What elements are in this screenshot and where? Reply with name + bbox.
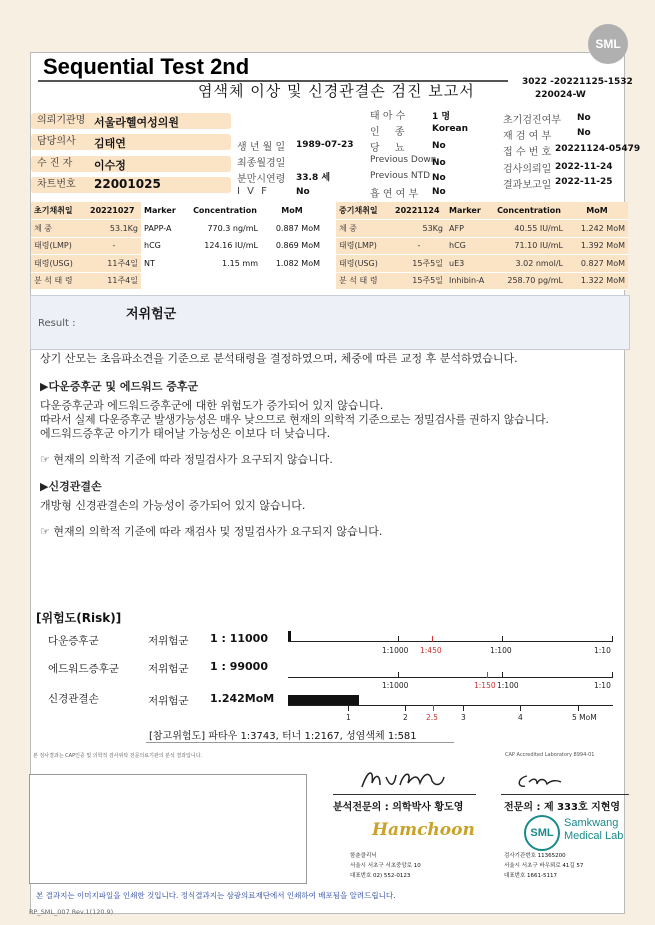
ivf-value: No: [296, 187, 310, 197]
second-date-label: 중기채취일: [336, 202, 392, 220]
risk-tick: [432, 636, 433, 642]
second-trimester-table: [336, 202, 628, 290]
risk-value-edwards: 1 : 99000: [210, 660, 268, 673]
reference-risk: [참고위험도] 파타우 1:3743, 터너 1:2167, 성염색체 1:581: [149, 731, 417, 742]
ivf-label: I V F: [237, 186, 269, 197]
second-row-label: 체 중: [336, 220, 392, 238]
risk-tick: [463, 705, 464, 711]
receipt-value: 20221124-05479: [555, 144, 641, 154]
risk-tick: [502, 636, 503, 642]
ntd-heading: ▶신경관결손: [40, 480, 102, 493]
second-row-marker: Inhibin-A: [446, 272, 492, 290]
first-col-marker: Marker: [141, 202, 189, 220]
sml-name: Samkwang: [564, 817, 619, 829]
second-col-mom: MoM: [566, 202, 628, 220]
result-label: Result :: [38, 318, 76, 329]
down-heading: ▶다운증후군 및 에드워드 증후군: [40, 380, 199, 393]
second-trimester-header: [336, 202, 628, 220]
footer-right-note: CAP Accredited Laboratory 8994-01: [505, 752, 595, 758]
report-date-label: 결과보고일: [503, 180, 552, 191]
fetus-label: 태 아 수: [370, 111, 406, 122]
second-row-value: -: [392, 237, 446, 255]
sml-addr-2: 서울시 서초구 바우뫼로 41길 57: [504, 863, 584, 869]
risk-tick: [405, 705, 406, 711]
second-row-conc: 258.70 pg/mL: [492, 272, 566, 290]
first-row-value: 11주4일: [87, 272, 141, 290]
sml-sub: Medical Lab: [564, 830, 624, 842]
down-paragraph-2: 따라서 실제 다운증후군 발생가능성은 매우 낮으므로 현재의 의학적 기준으로는 정밀검사를 권하지 않습니다.: [40, 413, 549, 426]
risk-scale-label: 1: [346, 713, 351, 722]
down-paragraph-3: 에드워드증후군 아기가 태어날 가능성은 이보다 더 낮습니다.: [40, 427, 331, 440]
age-value: 33.8 세: [296, 173, 331, 183]
retest-label: 재 검 여 부: [503, 131, 552, 142]
first-col-conc: Concentration: [189, 202, 261, 220]
race-label: 인 종: [370, 127, 411, 138]
table-row: [336, 220, 628, 238]
form-code: RP_SML_007 Rev.1(120.9): [29, 908, 114, 916]
second-row-label: 분 석 태 령: [336, 272, 392, 290]
first-date-label: 초기채취일: [31, 202, 87, 220]
first-row-label: 분 석 태 령: [31, 272, 87, 290]
risk-scale-label: 1:100: [490, 646, 512, 655]
second-row-mom: 1.322 MoM: [566, 272, 628, 290]
receipt-label: 접 수 번 호: [503, 147, 552, 158]
risk-tick: [433, 705, 434, 711]
first-row-value: 11주4일: [87, 255, 141, 273]
risk-tick: [612, 672, 613, 678]
second-row-value: 15주5일: [392, 255, 446, 273]
first-row-value: -: [87, 237, 141, 255]
footer-left-note: 본 검사결과는 CAP인증 및 의학적 검사위탁 전문의료기관의 분석 결과입니다.: [33, 753, 203, 759]
report-subtitle: 염색체 이상 및 신경관결손 검진 보고서: [198, 82, 475, 100]
first-row-label: 태령(LMP): [31, 237, 87, 255]
first-row-mom: 0.887 MoM: [261, 220, 323, 238]
print-notice: 본 결과지는 이미지파일을 인쇄한 것입니다. 정식결과지는 삼광의료재단에서 인쇄하여 배포됨을 알려드립니다.: [36, 891, 396, 900]
specialist-signature-icon: [515, 770, 565, 792]
second-row-mom: 1.242 MoM: [566, 220, 628, 238]
risk-tick: [520, 705, 521, 711]
analyst-sign-line: [333, 794, 476, 795]
hamchoon-logo: Hamchoon: [372, 820, 475, 840]
retest-value: No: [577, 128, 591, 138]
risk-scale-label: 5 MoM: [572, 713, 597, 722]
first-row-conc: 124.16 IU/mL: [189, 237, 261, 255]
doctor-label: 담당의사: [31, 134, 231, 150]
table-row: [31, 237, 323, 255]
risk-scale-label: 4: [518, 713, 523, 722]
lmp-label: 최종월경일: [237, 158, 286, 169]
risk-heading: [위험도(Risk)]: [36, 611, 122, 625]
first-trimester-table: [31, 202, 323, 290]
analyst-label: 분석전문의 : 의학박사 황도영: [333, 802, 464, 813]
specialist-label: 전문의 : 제 333호 지현영: [504, 802, 621, 813]
specialist-sign-line: [501, 794, 629, 795]
first-row-conc: 1.15 mm: [189, 255, 261, 273]
risk-tick: [398, 672, 399, 678]
second-row-mom: 1.392 MoM: [566, 237, 628, 255]
dob-value: 1989-07-23: [296, 140, 354, 150]
prev-down-label: Previous Down: [370, 155, 437, 165]
risk-name-down: 다운증후군: [48, 635, 99, 647]
risk-scale-label: 1:450: [420, 646, 442, 655]
doctor-value: 김태연: [94, 137, 126, 150]
first-trimester-header: [31, 202, 323, 220]
risk-scale-label: 1:10: [594, 646, 611, 655]
hamchoon-addr-2: 서울시 서초구 서초중앙로 10: [350, 863, 421, 869]
table-row: [336, 272, 628, 290]
result-box: [30, 295, 630, 350]
race-value: Korean: [432, 124, 469, 134]
smoking-value: No: [432, 187, 446, 197]
institution-label: 의뢰기관명: [31, 113, 231, 129]
risk-tick: [612, 636, 613, 642]
first-date-value: 20221027: [87, 202, 141, 220]
risk-axis-ntd: [288, 705, 613, 706]
risk-scale-label: 2: [403, 713, 408, 722]
down-paragraph-1: 다운증후군과 에드워드증후군에 대한 위험도가 증가되어 있지 않습니다.: [40, 399, 384, 412]
diabetes-value: No: [432, 141, 446, 151]
risk-tick: [487, 672, 488, 678]
result-value: 저위험군: [126, 307, 177, 322]
table-row: [336, 255, 628, 273]
report-title: Sequential Test 2nd: [43, 54, 250, 79]
risk-tick: [398, 636, 399, 642]
first-test-label: 초기검진여부: [503, 115, 561, 126]
chart-label: 차트번호: [31, 177, 231, 193]
prev-down-value: No: [432, 158, 446, 168]
first-col-mom: MoM: [261, 202, 323, 220]
report-date-value: 2022-11-25: [555, 177, 613, 187]
institution-value: 서울라헬여성의원: [94, 116, 180, 129]
second-row-marker: AFP: [446, 220, 492, 238]
sml-footer-logo-icon: SML: [524, 815, 560, 851]
first-row-value: 53.1Kg: [87, 220, 141, 238]
table-row: [31, 272, 323, 290]
second-row-conc: 40.55 IU/mL: [492, 220, 566, 238]
smoking-label: 흡 연 여 부: [370, 189, 419, 200]
risk-group-edwards: 저위험군: [148, 663, 189, 675]
sml-addr-1: 검사기관번호 11365200: [504, 853, 566, 859]
table-row: [31, 220, 323, 238]
second-col-conc: Concentration: [492, 202, 566, 220]
first-row-marker: hCG: [141, 237, 189, 255]
risk-tick: [348, 705, 349, 711]
second-row-conc: 71.10 IU/mL: [492, 237, 566, 255]
prev-ntd-value: No: [432, 173, 446, 183]
first-row-mom: 1.082 MoM: [261, 255, 323, 273]
report-body: [40, 352, 628, 539]
risk-scale-label: 3: [461, 713, 466, 722]
second-row-value: 15주5일: [392, 272, 446, 290]
first-test-value: No: [577, 113, 591, 123]
second-col-marker: Marker: [446, 202, 492, 220]
hamchoon-addr-1: 함춘클리닉: [350, 853, 377, 859]
sml-logo-icon: SML: [588, 24, 628, 64]
diabetes-label: 당 뇨: [370, 143, 411, 154]
second-row-value: 53Kg: [392, 220, 446, 238]
age-label: 분만시연령: [237, 174, 286, 185]
risk-scale-label: 1:1000: [382, 681, 409, 690]
risk-name-edwards: 에드워드증후군: [48, 663, 120, 675]
first-row-conc: 770.3 ng/mL: [189, 220, 261, 238]
down-note: ☞ 현재의 의학적 기준에 따라 정밀검사가 요구되지 않습니다.: [40, 453, 333, 466]
intro-text: 상기 산모는 초음파소견을 기준으로 분석태령을 결정하였으며, 체중에 따른 교정 후 분석하였습니다.: [40, 352, 518, 365]
first-row-conc: [189, 272, 261, 290]
risk-name-ntd: 신경관결손: [48, 693, 99, 705]
prev-ntd-label: Previous NTD: [370, 171, 431, 181]
test-date-value: 2022-11-24: [555, 162, 613, 172]
second-row-label: 태령(LMP): [336, 237, 392, 255]
name-value: 이수정: [94, 159, 126, 172]
second-row-marker: hCG: [446, 237, 492, 255]
risk-tick: [578, 705, 579, 711]
name-label: 수 진 자: [31, 156, 231, 172]
second-row-mom: 0.827 MoM: [566, 255, 628, 273]
first-row-marker: [141, 272, 189, 290]
dob-label: 생 년 월 일: [237, 142, 286, 153]
risk-axis-edwards: [288, 677, 613, 678]
comment-box: [29, 774, 307, 884]
risk-scale-label: 1:100: [497, 681, 519, 690]
fetus-value: 1 명: [432, 112, 451, 122]
report-code-1: 3022 -20221125-1532: [522, 77, 633, 87]
second-row-label: 태령(USG): [336, 255, 392, 273]
report-code-2: 220024-W: [535, 90, 586, 100]
analyst-signature-icon: [358, 765, 448, 793]
second-row-marker: uE3: [446, 255, 492, 273]
ntd-note: ☞ 현재의 의학적 기준에 따라 재검사 및 정밀검사가 요구되지 않습니다.: [40, 525, 383, 538]
risk-group-ntd: 저위험군: [148, 695, 189, 707]
chart-value: 22001025: [94, 177, 161, 191]
second-date-value: 20221124: [392, 202, 446, 220]
risk-tick: [502, 672, 503, 678]
reference-underline: [146, 742, 454, 743]
risk-axis-down: [288, 641, 613, 642]
second-row-conc: 3.02 nmol/L: [492, 255, 566, 273]
first-row-marker: PAPP-A: [141, 220, 189, 238]
first-row-label: 태령(USG): [31, 255, 87, 273]
ntd-paragraph: 개방형 신경관결손의 가능성이 증가되어 있지 않습니다.: [40, 499, 306, 512]
sml-addr-3: 대표번호 1661-5117: [504, 873, 557, 879]
risk-scale-label: 1:1000: [382, 646, 409, 655]
first-row-label: 체 중: [31, 220, 87, 238]
risk-group-down: 저위험군: [148, 635, 189, 647]
first-row-marker: NT: [141, 255, 189, 273]
first-row-mom: 0.869 MoM: [261, 237, 323, 255]
risk-value-down: 1 : 11000: [210, 632, 268, 645]
table-row: [336, 237, 628, 255]
risk-scale-label: 1:150: [474, 681, 496, 690]
hamchoon-addr-3: 대표번호 02) 552-0123: [350, 873, 411, 879]
first-row-mom: [261, 272, 323, 290]
risk-scale-label: 2.5: [426, 713, 438, 722]
risk-value-ntd: 1.242MoM: [210, 692, 275, 705]
test-date-label: 검사의뢰일: [503, 164, 552, 175]
table-row: [31, 255, 323, 273]
risk-scale-label: 1:10: [594, 681, 611, 690]
